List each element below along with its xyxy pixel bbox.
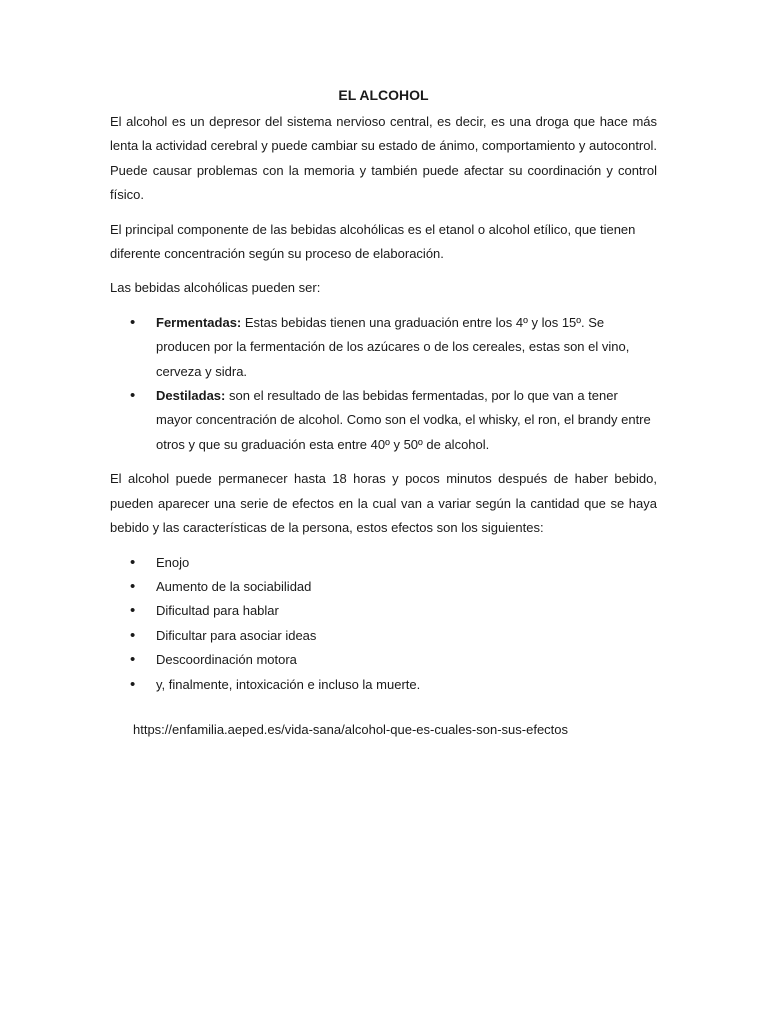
list-item: • y, finalmente, intoxicación e incluso la muerte. <box>110 673 657 697</box>
document-title: EL ALCOHOL <box>338 87 429 103</box>
types-intro-paragraph: Las bebidas alcohólicas pueden ser: <box>110 280 321 296</box>
list-item: • Dificultad para hablar <box>110 599 657 623</box>
document-body <box>110 84 657 707</box>
list-item: • Dificultar para asociar ideas <box>110 624 657 648</box>
list-item-term: Fermentadas: <box>156 314 242 330</box>
list-item-text: son el resultado de las bebidas fermentadas, por lo que van a tener mayor concentración de alcohol. Como son el vodka, el whisky, el ron, el brandy entre otros y que su graduación esta entre 40º y 50º de alcohol. <box>156 388 651 452</box>
list-item <box>110 311 657 384</box>
beverage-types-list <box>110 311 657 457</box>
list-item: • Descoordinación motora <box>110 648 657 672</box>
effects-list <box>110 551 657 697</box>
list-item: • Aumento de la sociabilidad <box>110 575 657 599</box>
intro-paragraph: El alcohol es un depresor del sistema nervioso central, es decir, es una droga que hace más lenta la actividad cerebral y puede cambiar su estado de ánimo, comportamiento y autocontrol. Puede causar problemas con la memoria y también puede afectar su coordinación y control físico. <box>110 114 657 203</box>
list-item: • Enojo <box>110 551 657 575</box>
source-url[interactable]: https://enfamilia.aeped.es/vida-sana/alcohol-que-es-cuales-son-sus-efectos <box>133 722 569 737</box>
list-item-term: Destiladas: <box>156 388 226 404</box>
list-item <box>110 384 657 457</box>
list-item-text: Estas bebidas tienen una graduación entre los 4º y los 15º. Se producen por la fermentación de los azúcares o de los cereales, estas son el vino, cerveza y sidra. <box>156 314 630 379</box>
component-paragraph: El principal componente de las bebidas alcohólicas es el etanol o alcohol etílico, que tienen diferente concentración según su proceso de elaboración. <box>110 221 636 262</box>
effects-intro-paragraph: El alcohol puede permanecer hasta 18 horas y pocos minutos después de haber bebido, pueden aparecer una serie de efectos en la cual van a variar según la cantidad que se haya bebido y las características de la persona, estos efectos son los siguientes: <box>110 471 657 536</box>
